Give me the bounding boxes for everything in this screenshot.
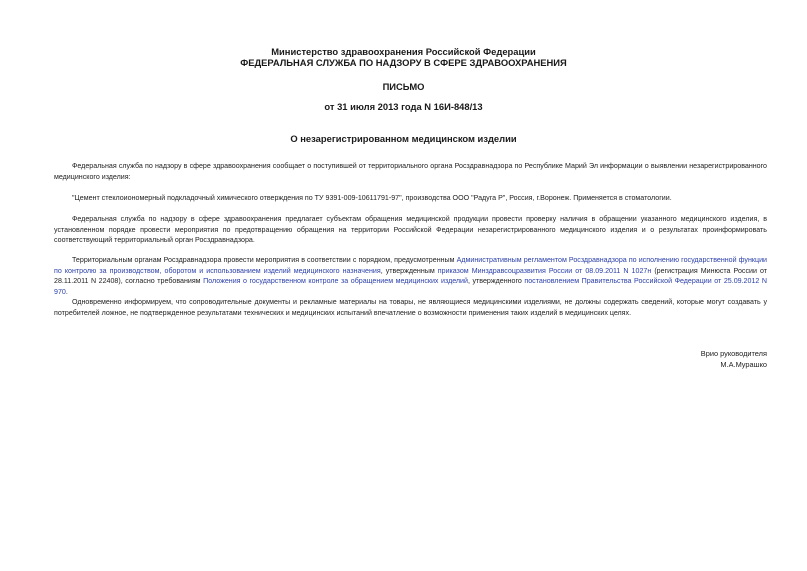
paragraph-4-text-3: (регистрация Минюста России от 28.11.2011 N 22408), согласно требованиям — [54, 266, 768, 286]
paragraph-5: Одновременно информируем, что сопроводительные документы и рекламные материалы на товары, не являющиеся медицинскими изделиями, не должны содержать сведений, которые могут создавать у потребителей ложное, не подтвержденное результатами технических и медицинских испытаний впечатление о возможности применения таких изделий в медицинских целях. — [54, 298, 767, 317]
paragraph-4-text-4: , утвержденного — [467, 277, 525, 286]
signature-position: Врио руководителя — [700, 349, 767, 358]
document-date-number: от 31 июля 2013 года N 16И-848/13 — [324, 101, 483, 112]
paragraph-4 — [54, 255, 767, 297]
paragraph-4-text-5: . — [65, 287, 68, 296]
paragraph-3: Федеральная служба по надзору в сфере здравоохранения предлагает субъектам обращения медицинской продукции провести проверку наличия в обращении указанного медицинского изделия, в установленном порядке провести мероприятия по предотвращению обращения на территории Российской Федерации незарегистрированного медицинского изделия и о результатах проинформировать соответствующий территориальный орган Росздравнадзора. — [54, 215, 767, 245]
ministry-title: Министерство здравоохранения Российской Федерации — [271, 46, 536, 57]
paragraph-2: "Цемент стеклоиономерный подкладочный химического отверждения по ТУ 9391-009-10611791-97", производства ООО "Радуга Р", Россия, г.Воронеж. Применяется в стоматологии. — [72, 194, 672, 202]
link-admin-regulation[interactable]: Административным регламентом Росздравнадзора по исполнению государственной функции по контролю за производством, оборотом и использованием изделий медицинского назначения — [54, 256, 767, 275]
service-title: ФЕДЕРАЛЬНАЯ СЛУЖБА ПО НАДЗОРУ В СФЕРЕ ЗДРАВООХРАНЕНИЯ — [240, 57, 567, 68]
document-subject: О незарегистрированном медицинском изделии — [290, 133, 517, 144]
link-government-decree-970[interactable]: постановлением Правительства Российской Федерации от 25.09.2012 N 970 — [54, 277, 767, 296]
paragraph-4-text-2: , утвержденным — [380, 266, 438, 275]
document-type: ПИСЬМО — [382, 81, 425, 92]
link-state-control-regulation[interactable]: Положения о государственном контроле за обращением медицинских изделий — [203, 277, 468, 286]
signature-name: М.А.Мурашко — [720, 360, 767, 369]
paragraph-4-text-1: Территориальным органам Росздравнадзора провести мероприятия в соответствии с порядком, предусмотренным — [72, 256, 457, 264]
link-order-1027n[interactable]: приказом Минздравсоцразвития России от 08.09.2011 N 1027н — [437, 266, 652, 275]
paragraph-1: Федеральная служба по надзору в сфере здравоохранения сообщает о поступившей от территориального органа Росздравнадзора по Республике Марий Эл информации о выявлении незарегистрированного медицинского изделия: — [54, 162, 767, 181]
